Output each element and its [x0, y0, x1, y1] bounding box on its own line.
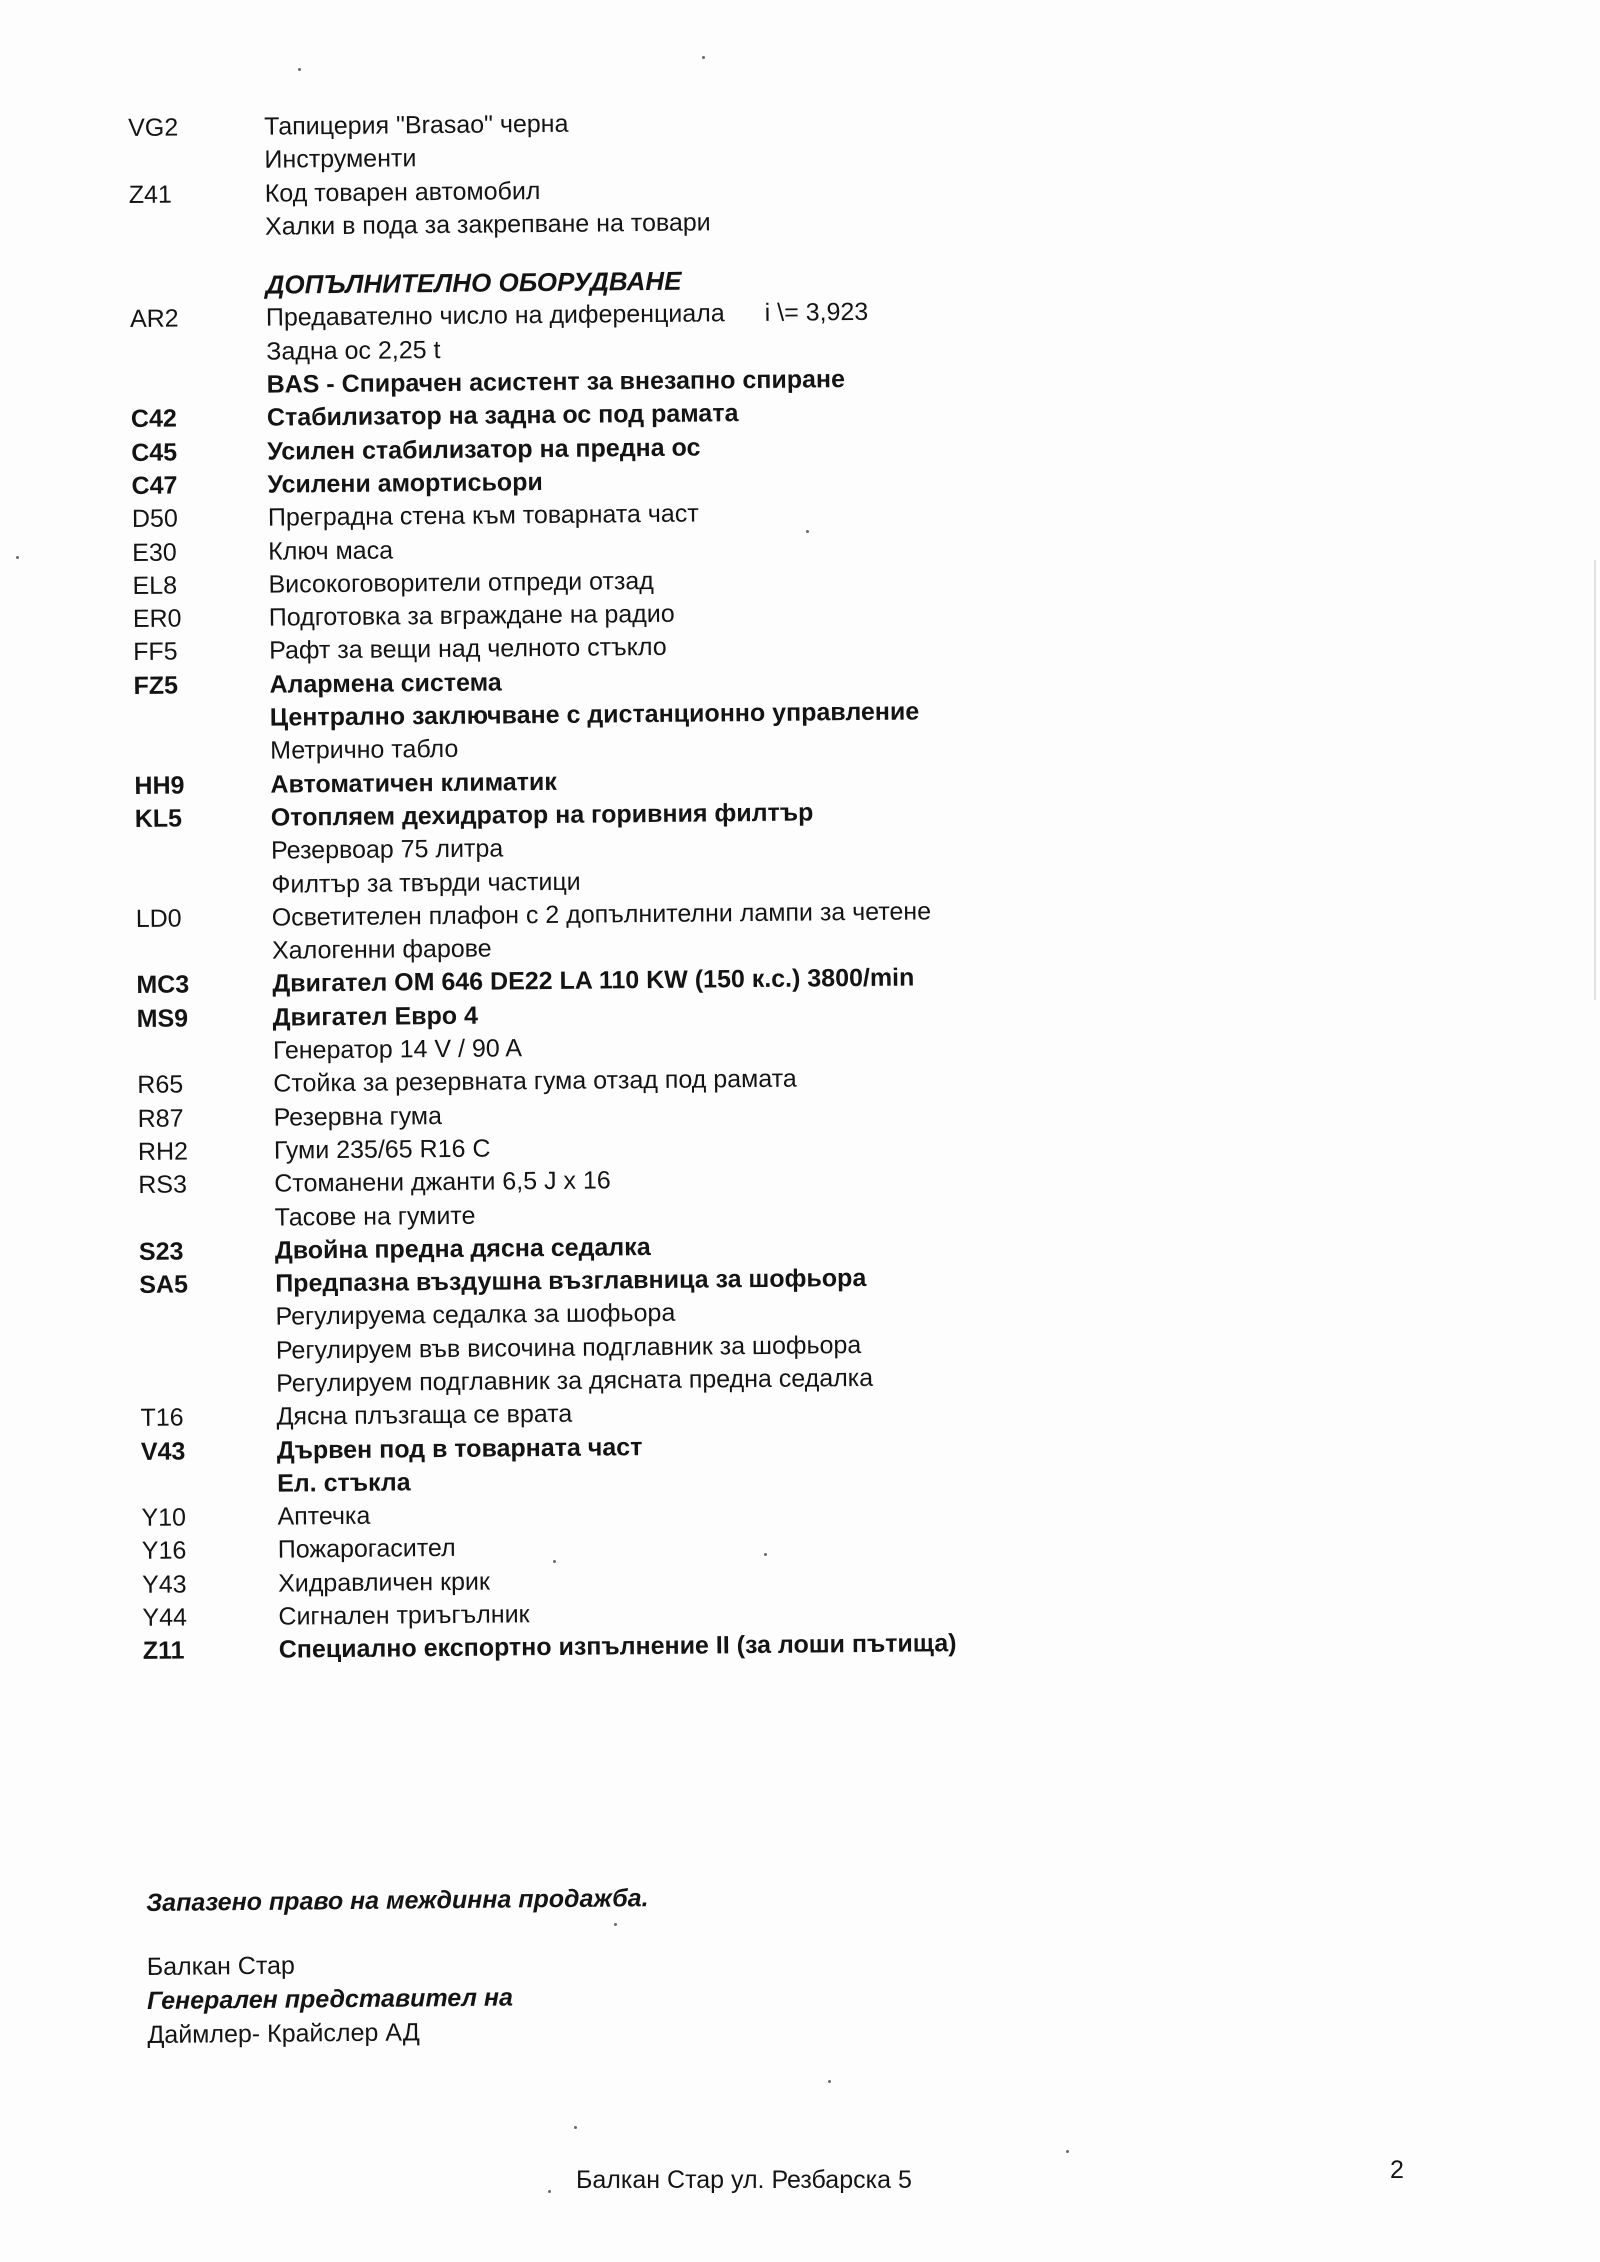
signature-block — [146, 1881, 650, 2052]
option-description: BAS - Спирачен асистент за внезапно спиране — [266, 365, 846, 399]
scan-edge-shadow — [1594, 560, 1596, 1000]
footer-address: Балкан Стар ул. Резбарска 5 — [576, 2166, 912, 2194]
option-description: Генератор 14 V / 90 A — [272, 1034, 523, 1065]
option-code: Z11 — [142, 1636, 185, 1666]
option-description: Стоманени джанти 6,5 J x 16 — [274, 1166, 611, 1198]
axle-ratio-value: i \= 3,923 — [764, 298, 869, 328]
option-code — [129, 235, 265, 236]
option-description: Инструменти — [264, 144, 417, 174]
option-code: VG2 — [128, 113, 179, 142]
option-code: MS9 — [136, 1004, 189, 1033]
page-number: 2 — [1390, 2156, 1404, 2184]
option-code — [140, 1358, 276, 1359]
option-description: Регулируема седалка за шофьора — [275, 1299, 676, 1332]
option-code — [131, 393, 267, 394]
option-description: Усилен стабилизатор на предна ос — [267, 433, 701, 466]
option-code — [129, 168, 265, 169]
option-code: SA5 — [139, 1270, 189, 1300]
option-code: HH9 — [134, 771, 185, 800]
option-code: ER0 — [132, 604, 182, 634]
option-description: Предпазна въздушна възглавница за шофьора — [275, 1264, 867, 1298]
option-code: Y44 — [142, 1603, 188, 1632]
option-description: Халогенни фарове — [271, 934, 492, 965]
representative-label: Генерален представител на — [146, 1983, 514, 2015]
scan-speck — [16, 556, 19, 559]
option-description: Пожарогасител — [277, 1534, 456, 1565]
option-description: Предавателно число на диференциала — [265, 299, 725, 333]
option-description: Двигател OM 646 DE22 LA 110 KW (150 к.с.) 3800/min — [272, 963, 915, 999]
option-description: Гуми 235/65 R16 C — [273, 1134, 491, 1165]
option-code — [140, 1325, 276, 1326]
equipment-list — [128, 101, 1243, 1668]
option-code: MC3 — [136, 970, 190, 1000]
scan-speck — [828, 2080, 831, 2083]
option-code: E30 — [132, 538, 177, 567]
option-description: Преградна стена към товарната част — [267, 499, 699, 532]
option-code: R65 — [137, 1070, 184, 1100]
option-description: Сигнален триъгълник — [278, 1600, 530, 1631]
option-code — [136, 959, 272, 960]
option-description: Код товарен автомобил — [264, 176, 541, 208]
option-code: FF5 — [133, 638, 178, 667]
option-code: C45 — [131, 438, 178, 467]
option-description: Тасове на гумите — [274, 1201, 476, 1232]
option-code: FZ5 — [133, 671, 179, 700]
option-description: Хидравличен крик — [277, 1567, 490, 1598]
company-name: Балкан Стар — [146, 1951, 295, 1981]
option-description: Автоматичен климатик — [270, 767, 557, 799]
option-description: Задна ос 2,25 t — [266, 335, 441, 366]
option-code — [136, 892, 272, 893]
option-code: RH2 — [137, 1137, 189, 1166]
extra-items — [130, 326, 1243, 1668]
option-description: Ел. стъкла — [277, 1468, 411, 1498]
option-description: Стойка за резервната гума отзад под рамата — [273, 1064, 797, 1098]
option-description: Дървен под в товарната част — [276, 1432, 643, 1465]
option-description: Специално експортно изпълнение II (за лоши пътища) — [278, 1629, 957, 1664]
option-code — [139, 1225, 275, 1226]
option-description: Халки в пода за закрепване на товари — [264, 208, 711, 241]
option-code: LD0 — [135, 904, 182, 933]
option-description: Дясна плъзгаща се врата — [276, 1400, 573, 1431]
option-code — [134, 759, 270, 760]
option-code: T16 — [140, 1403, 184, 1433]
option-code — [134, 726, 270, 727]
option-code: C42 — [130, 404, 177, 434]
option-code: EL8 — [132, 571, 178, 600]
option-description: Регулируем подглавник за дясната предна седалка — [276, 1363, 874, 1398]
scan-speck — [298, 68, 301, 71]
reservation-note: Запазено право на междинна продажба. — [146, 1884, 649, 1917]
option-description: Осветителен плафон с 2 допълнителни лампи за четене — [271, 897, 932, 932]
extras-heading: ДОПЪЛНИТЕЛНО ОБОРУДВАНЕ — [265, 265, 682, 300]
option-description: Отопляем дехидратор на горивния филтър — [270, 798, 814, 832]
option-code: S23 — [138, 1237, 184, 1266]
option-code: Y43 — [142, 1570, 187, 1599]
option-code: V43 — [140, 1437, 186, 1466]
option-description: Ключ маса — [268, 536, 394, 566]
option-description: Рафт за вещи над челното стъкло — [269, 633, 667, 666]
option-description: Филтър за твърди частици — [271, 867, 581, 899]
option-code: C47 — [131, 471, 178, 500]
principal-name: Даймлер- Крайслер АД — [147, 2018, 420, 2049]
option-code: Z41 — [128, 180, 173, 209]
option-code — [140, 1392, 276, 1393]
option-code: Y16 — [141, 1536, 187, 1566]
option-description: Резервоар 75 литра — [270, 834, 504, 865]
option-description: Алармена система — [269, 668, 502, 699]
option-description: Аптечка — [277, 1501, 371, 1531]
option-description: Стабилизатор на задна ос под рамата — [266, 399, 739, 433]
option-description: Метрично табло — [270, 735, 459, 766]
scan-speck — [548, 2190, 551, 2193]
standard-items — [128, 101, 1229, 245]
option-description: Двойна предна дясна седалка — [274, 1232, 651, 1265]
option-description: Подготовка за вграждане на радио — [268, 599, 675, 632]
option-description: Двигател Евро 4 — [272, 1001, 479, 1032]
option-code: AR2 — [129, 305, 179, 334]
option-code — [137, 1059, 273, 1060]
option-code: KL5 — [134, 804, 183, 833]
option-code: RS3 — [138, 1170, 188, 1200]
option-description: Централно заключване с дистанционно управление — [269, 697, 920, 732]
option-code: Y10 — [141, 1503, 187, 1533]
option-code — [135, 859, 271, 860]
scan-speck — [574, 2126, 577, 2129]
option-code: R87 — [137, 1104, 184, 1133]
option-code — [141, 1492, 277, 1493]
option-code — [130, 359, 266, 360]
option-description: Усилени амортисьори — [267, 468, 543, 499]
scan-speck — [1066, 2150, 1069, 2153]
scan-speck — [702, 56, 705, 59]
option-description: Регулируем във височина подглавник за шофьора — [275, 1330, 862, 1365]
option-code: D50 — [131, 504, 178, 534]
option-description: Резервна гума — [273, 1101, 443, 1132]
option-description: Високоговорители отпреди отзад — [268, 566, 654, 599]
option-description: Тапицерия "Brasao" черна — [264, 109, 569, 141]
